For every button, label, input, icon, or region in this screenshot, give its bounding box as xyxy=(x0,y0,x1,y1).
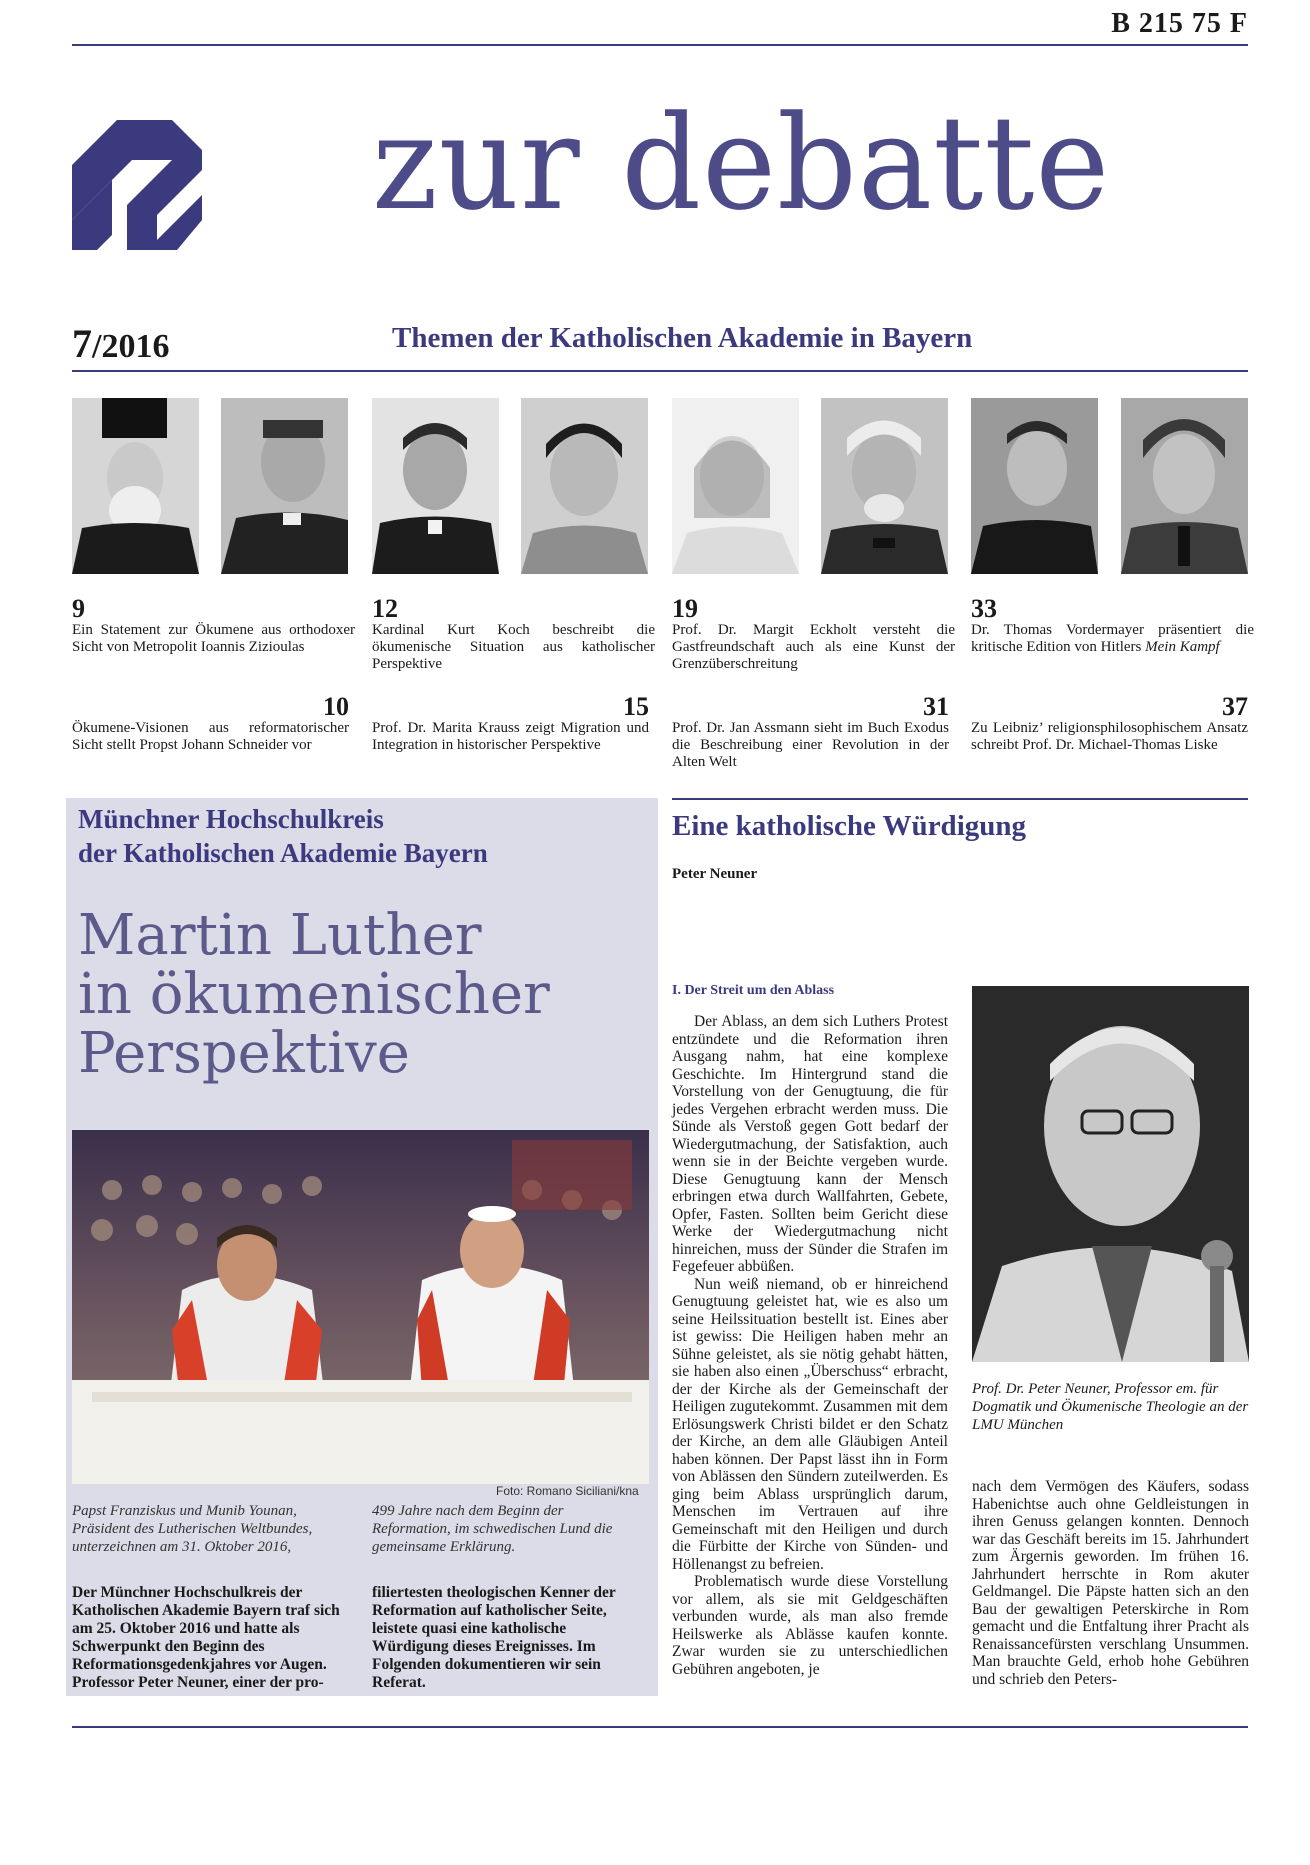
article-paragraph: Problematisch wurde diese Vorstellung vor allem, als sie mit Geldgeschäften verbunden wurde, als man also fremde Heilswerke als Ablässe kaufen konnte. Zwar wurden sie zu unterschiedlichen Gebühren angeboten, je xyxy=(672,1573,948,1678)
portrait-krauss xyxy=(521,398,648,574)
portrait-eckholt xyxy=(672,398,799,574)
intro-text-right: filiertesten theologischen Kenner der Reformation auf katholischer Seite, leistete quasi eine katholische Würdigung dieses Ereignisses. Im Folgenden dokumentieren wir sein Referat. xyxy=(372,1584,616,1691)
article-title: Eine katholische Würdigung xyxy=(672,810,1027,842)
bottom-rule xyxy=(72,1726,1248,1728)
toc-page-number: 19 xyxy=(672,594,698,623)
toc-text: Ein Statement zur Ökumene aus orthodoxer Sicht von Metropolit Ioannis Zizioulas xyxy=(72,622,355,655)
issue-number: 7 xyxy=(72,321,92,366)
toc-item xyxy=(672,694,949,771)
feature-kicker-line: Münchner Hochschulkreis xyxy=(78,804,384,834)
article-column-1 xyxy=(672,1013,948,1678)
feature-kicker-line: der Katholischen Akademie Bayern xyxy=(78,838,488,868)
academy-logo-icon xyxy=(72,120,202,250)
portrait-vordermayer xyxy=(971,398,1098,574)
feature-headline xyxy=(78,903,550,1086)
portrait-liske xyxy=(1121,398,1248,574)
toc-item xyxy=(72,596,355,656)
author-photo xyxy=(972,986,1249,1362)
toc-item xyxy=(372,596,655,673)
magazine-title: zur debatte xyxy=(372,87,1111,239)
toc-page-number: 12 xyxy=(372,594,398,623)
toc-page-number: 9 xyxy=(72,594,85,623)
toc-item xyxy=(971,596,1254,656)
feature-headline-line: in ökumenischer xyxy=(78,962,550,1027)
intro-text-left: Der Münchner Hochschulkreis der Katholischen Akademie Bayern traf sich am 25. Oktober 2016 und hatte als Schwerpunkt den Beginn des Reformationsgedenkjahres vor Augen. Professor Peter Neuner, einer der pro- xyxy=(72,1584,340,1691)
article-paragraph: Nun weiß niemand, ob er hinreichend Genugtuung geleistet hat, wie es also um seine Heilssituation bestellt ist. Eines aber ist gewiss: Die Heiligen haben mehr an Sühne geleistet, als sie nötig gehabt hätten, sie haben also einen „Überschuss“ erbracht, der der Kirche als der Gemeinschaft der Heiligen zugutekommt. Zusammen mit dem Erlösungswerk Christi bildet er den Schatz der Kirche, an dem alle Gläubigen Anteil haben können. Der Papst lässt ihn in Form von Ablässen den Sündern zuteilwerden. Es ging beim Ablass ursprünglich darum, Menschen im Vertrauen auf ihre Gemeinschaft mit den Heiligen und durch die Fürbitte der Kirche von Sünden- und Höllenangst zu befreien. xyxy=(672,1275,948,1573)
article-author: Peter Neuner xyxy=(672,866,758,882)
toc-page-number: 37 xyxy=(1222,692,1248,721)
toc-text: Kardinal Kurt Koch beschreibt die ökumenische Situation aus katholischer Perspektive xyxy=(372,622,655,672)
toc-page-number: 31 xyxy=(923,692,949,721)
toc-page-number: 10 xyxy=(323,692,349,721)
photo-caption-right: 499 Jahre nach dem Beginn der Reformation, im schwedischen Lund die gemeinsame Erklärung. xyxy=(372,1503,613,1555)
toc-rule-right xyxy=(672,798,1248,800)
article-column-2 xyxy=(972,1478,1249,1688)
toc-item xyxy=(372,694,649,754)
publication-code: B 215 75 F xyxy=(1111,8,1248,39)
header-rule xyxy=(72,370,1248,372)
article-paragraph: Der Ablass, an dem sich Luthers Protest entzündete und die Reformation ihren Ausgang nahm, hat eine komplexe Geschichte. Im Hintergrund stand die Vorstellung von der Genugtuung, die für jedes Vergehen erbracht werden muss. Die Sünde als Verstoß gegen Gott bedarf der Wiedergutmachung, der Satisfaktion, auch wenn sie in der Beichte vergeben wurde. Diese Genugtuung kann der Mensch erbringen etwa durch Wallfahrten, Gebete, Opfer, Fasten. Sollten beim Gericht diese Werke der Wiedergutmachung nicht hinreichen, muss der Sünder die Strafen im Fegefeuer abbüßen. xyxy=(672,1013,948,1275)
feature-kicker xyxy=(78,802,488,870)
top-rule xyxy=(72,44,1248,46)
photo-caption-left: Papst Franziskus und Munib Younan, Präsident des Lutherischen Weltbundes, unterzeichnen am 31. Oktober 2016, xyxy=(72,1503,313,1555)
signing-ceremony-photo xyxy=(72,1130,649,1484)
section-heading: I. Der Streit um den Ablass xyxy=(672,983,835,998)
portrait-schneider xyxy=(221,398,348,574)
feature-headline-line: Perspektive xyxy=(78,1021,410,1086)
photo-credit: Foto: Romano Siciliani/kna xyxy=(496,1484,639,1498)
toc-text: Prof. Dr. Margit Eckholt versteht die Gastfreundschaft auch als eine Kunst der Grenzüberschreitung xyxy=(672,622,955,672)
toc-text: Ökumene-Visionen aus reformatorischer Sicht stellt Propst Johann Schneider vor xyxy=(72,720,349,753)
issue-label xyxy=(72,320,169,367)
author-photo-caption: Prof. Dr. Peter Neuner, Professor em. für Dogmatik und Ökumenische Theologie an der LMU München xyxy=(972,1381,1249,1433)
toc-text: Zu Leibniz’ religionsphilosophischem Ansatz schreibt Prof. Dr. Michael-Thomas Liske xyxy=(971,720,1248,753)
toc-page-number: 33 xyxy=(971,594,997,623)
toc-text: Prof. Dr. Jan Assmann sieht im Buch Exodus die Beschreibung einer Revolution in der Alten Welt xyxy=(672,720,949,770)
portrait-koch xyxy=(372,398,499,574)
portrait-zizioulas xyxy=(72,398,199,574)
toc-text: Prof. Dr. Marita Krauss zeigt Migration und Integration in historischer Perspektive xyxy=(372,720,649,753)
magazine-subtitle: Themen der Katholischen Akademie in Bayern xyxy=(392,322,973,354)
toc-item xyxy=(672,596,955,673)
toc-text xyxy=(971,622,1254,656)
feature-headline-line: Martin Luther xyxy=(78,903,482,968)
toc-page-number: 15 xyxy=(623,692,649,721)
issue-year: /2016 xyxy=(92,328,170,365)
article-paragraph: nach dem Vermögen des Käufers, sodass Habenichtse auch ohne Geldleistungen in ihren Genuss gelangen konnten. Dennoch war das Geschäft bereits im 15. Jahrhundert zum Ärgernis geworden. Im frühen 16. Jahrhundert herrschte in Rom akuter Geldmangel. Die Päpste hatten sich an den Bau der gewaltigen Peterskirche in Rom gemacht und die Entfaltung ihrer Pracht als Renaissancefürsten verschlang Unsummen. Man brauchte Geld, erhob hohe Gebühren und schrieb den Peters- xyxy=(972,1478,1249,1688)
toc-item xyxy=(971,694,1248,754)
toc-text-main: Dr. Thomas Vordermayer präsentiert die kritische Edition von Hitlers xyxy=(971,622,1254,655)
portrait-assmann xyxy=(821,398,948,574)
toc-text-emphasis: Mein Kampf xyxy=(1145,639,1220,655)
toc-item xyxy=(72,694,349,754)
